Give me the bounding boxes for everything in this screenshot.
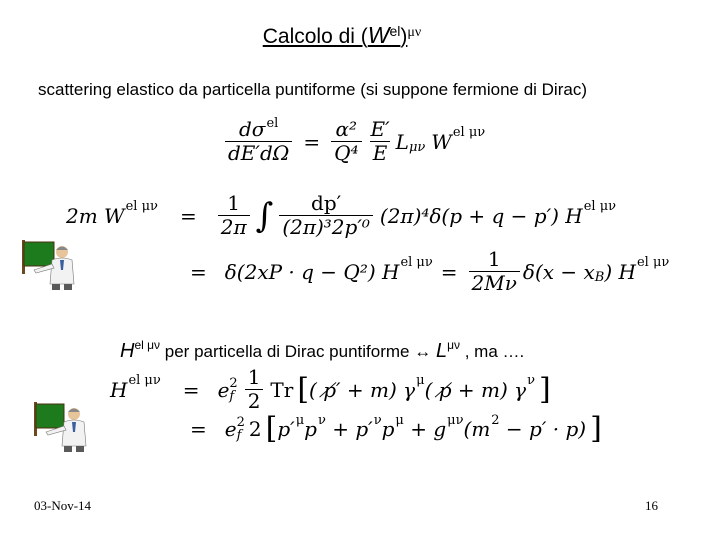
- eq4-close-bracket: ]: [538, 371, 551, 407]
- footer-date: 03-Nov-14: [34, 498, 92, 513]
- eq4-lhs-sup: el μν: [128, 373, 161, 388]
- eq5-close-bracket: ]: [590, 411, 602, 446]
- title-sup: el: [389, 23, 401, 39]
- eq5-t7: − p′ · p): [499, 417, 587, 441]
- eq4-f-den: 2: [245, 389, 264, 413]
- eq2-f1-num: 1: [227, 191, 241, 215]
- eq3-part1: δ(2xP · q − Q²) H: [224, 259, 400, 284]
- eq4-body2: ( p̸ + m) γ: [424, 377, 527, 402]
- eq2-f2-den: (2π)³2p′⁰: [279, 215, 373, 239]
- teacher-icon: [12, 240, 82, 295]
- hline-l: L: [435, 340, 448, 362]
- eq5-t2: p: [304, 417, 317, 441]
- title-suffix: ): [400, 25, 408, 48]
- eq5-coef: e: [224, 417, 237, 441]
- eq3-part2-sup: el μν: [636, 255, 670, 270]
- eq4-f-num: 1: [247, 365, 261, 389]
- eq1-lhs-num: dσ: [239, 117, 266, 141]
- eq3-equals-2: =: [440, 259, 458, 284]
- eq4-open-bracket: [: [297, 371, 310, 407]
- eq3-part2: δ(x − x: [522, 259, 595, 284]
- equation-delta-function: [182, 248, 669, 295]
- eq5-plus1: +: [325, 417, 356, 441]
- eq5-coef-sup: 2: [236, 415, 245, 430]
- eq2-rest-sup: el μν: [583, 199, 617, 214]
- eq2-integral-sign: ∫: [255, 195, 274, 236]
- eq1-w-sup: el μν: [452, 125, 486, 140]
- eq2-lhs: 2m W: [66, 203, 125, 228]
- eq3-part2-end: ) H: [604, 259, 636, 284]
- eq1-c1-num: α²: [335, 117, 358, 141]
- eq1-coef-fraction: [331, 118, 361, 165]
- eq3-part1-sup: el μν: [400, 255, 433, 270]
- eq1-lhs-fraction: [225, 118, 292, 165]
- eq3-equals: =: [190, 259, 207, 284]
- eq2-f2-num: dp′: [311, 191, 342, 215]
- title-prefix: Calcolo di (: [262, 25, 368, 48]
- eq5-t5-sup: μν: [447, 412, 464, 428]
- hline-l-sup: μν: [447, 338, 460, 352]
- equation-expanded-trace: [182, 411, 602, 446]
- footer-page-number: 16: [645, 498, 658, 513]
- eq1-lepton-tensor: L: [395, 129, 409, 154]
- eq5-t1: p′: [277, 417, 295, 441]
- title-w: W: [367, 22, 390, 48]
- eq5-coef-sub: f: [236, 428, 242, 443]
- eq4-equals: =: [182, 377, 200, 402]
- eq3-f-num: 1: [487, 247, 501, 271]
- eq3-part2-sub: B: [594, 270, 605, 285]
- equation-hadron-tensor-integral: [66, 192, 616, 239]
- eq2-equals: =: [179, 203, 197, 228]
- title-indices: μν: [407, 25, 422, 40]
- eq5-equals: =: [190, 417, 207, 441]
- eq4-body-sup1: μ: [416, 373, 425, 388]
- equation-trace: [110, 366, 551, 413]
- eq4-lhs: H: [110, 377, 128, 402]
- eq4-body-sup2: ν: [527, 373, 535, 388]
- hline-tail: , ma ….: [459, 342, 525, 361]
- slide-title: [0, 22, 720, 49]
- eq2-rest: (2π)⁴δ(p + q − p′) H: [379, 203, 583, 228]
- eq5-plus2: +: [403, 417, 434, 441]
- eq5-t1-sup: μ: [295, 412, 305, 428]
- eq5-t3: p′: [355, 417, 373, 441]
- eq1-c1-den: Q⁴: [331, 141, 361, 165]
- eq5-two: 2: [248, 417, 262, 441]
- eq2-fraction-2: [279, 192, 373, 239]
- eq5-t4-sup: μ: [395, 412, 404, 428]
- eq1-l-sub: μν: [408, 140, 426, 155]
- eq4-coef: e: [217, 377, 230, 402]
- hline-text: per particella di Dirac puntiforme ↔: [160, 342, 436, 361]
- eq5-t2-sup: ν: [317, 412, 326, 428]
- eq1-lhs-den: dE′dΩ: [225, 141, 292, 165]
- eq2-fraction-1: [218, 192, 250, 239]
- eq5-t6-sup: 2: [491, 412, 500, 428]
- dirac-statement: [120, 338, 524, 363]
- eq1-energy-fraction: [368, 118, 393, 165]
- eq4-coef-sup: 2: [229, 375, 238, 391]
- eq5-t3-sup: ν: [373, 412, 382, 428]
- eq5-t4: p: [381, 417, 395, 441]
- eq3-fraction: [469, 248, 520, 295]
- eq1-c2-num: E′: [370, 117, 390, 141]
- eq5-open-bracket: [: [265, 411, 278, 446]
- eq4-coef-sub: f: [229, 388, 235, 404]
- eq4-body: ( p̸′ + m) γ: [309, 377, 416, 402]
- teacher-icon-2: [30, 402, 100, 457]
- eq1-c2-den: E: [370, 141, 391, 165]
- eq1-equals: =: [303, 129, 321, 154]
- eq2-f1-den: 2π: [218, 215, 250, 239]
- eq1-hadron-tensor: W: [431, 129, 452, 154]
- hline-sup: el μν: [134, 338, 161, 352]
- eq4-trace: Tr: [270, 377, 294, 402]
- subtitle: scattering elastico da particella puntiforme (si suppone fermione di Dirac): [38, 80, 587, 99]
- eq5-t6: (m: [463, 417, 491, 441]
- eq4-fraction: [245, 366, 264, 413]
- eq3-f-den: 2Mν: [469, 271, 520, 295]
- hline-h: H: [120, 340, 135, 362]
- eq5-t5: g: [433, 417, 447, 441]
- eq2-lhs-sup: el μν: [125, 199, 158, 214]
- equation-cross-section: [222, 118, 485, 165]
- eq1-lhs-num-sup: el: [266, 116, 279, 131]
